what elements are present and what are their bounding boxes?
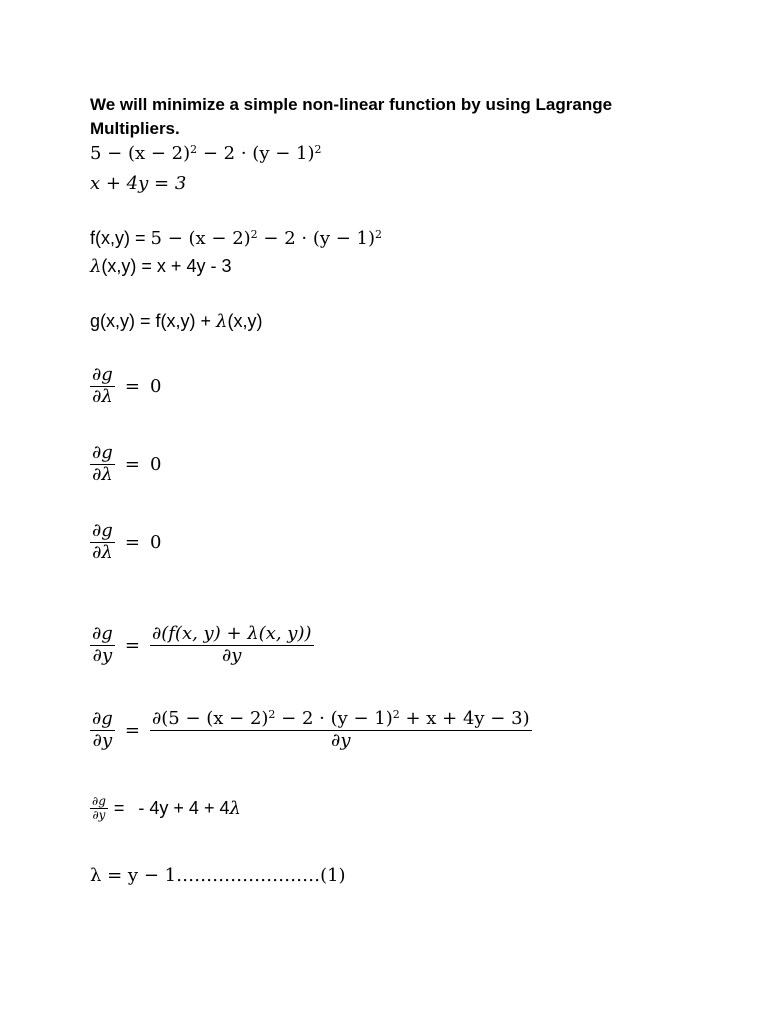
dg-dy-rhs-lambda-3: λ: [229, 798, 241, 820]
rhs-exponent-b: 2: [392, 708, 400, 721]
partial-fraction-3: [90, 521, 115, 563]
partial-denominator-2: ∂λ: [92, 463, 113, 485]
g-definition-tail: (x,y): [227, 311, 263, 331]
rhs-part-c: + x + 4y − 3): [399, 708, 530, 729]
dg-dy-rhs-fraction-1: [150, 624, 314, 666]
objective-function: [90, 145, 322, 163]
dg-dy-equation-3: [90, 795, 241, 822]
rhs-part-b: − 2 · (y − 1): [275, 708, 393, 729]
dg-dy-numerator-2: ∂g: [92, 708, 113, 729]
dg-dy-denominator-2: ∂y: [92, 729, 113, 751]
f-exponent-a: 2: [250, 228, 258, 241]
dg-dy-rhs-numerator-2: [150, 709, 532, 730]
f-definition: [90, 229, 382, 248]
partial-numerator-3: ∂g: [92, 520, 113, 541]
partial-rhs-2: 0: [149, 453, 162, 475]
dg-dy-rhs-denominator-2: ∂y: [331, 729, 351, 751]
equals-sign: =: [124, 375, 140, 397]
dg-dy-denominator-1: ∂y: [92, 644, 113, 666]
partial-fraction-2: [90, 443, 115, 485]
equals-sign: =: [124, 531, 140, 553]
objective-exponent-b: 2: [314, 143, 322, 156]
lambda-definition: [90, 257, 231, 276]
dg-dy-denominator-3: ∂y: [92, 808, 106, 823]
dg-dy-numerator-3: ∂g: [92, 794, 106, 808]
dg-dy-equation-2: [90, 709, 532, 751]
equals-sign: =: [124, 719, 140, 741]
f-part-b: − 2 · (y − 1): [257, 228, 376, 249]
partial-equation-3: [90, 521, 161, 563]
dg-dy-rhs-denominator-1: ∂y: [221, 644, 242, 666]
constraint-equation: x + 4y = 3: [90, 173, 187, 194]
dg-dy-fraction-3: [90, 795, 108, 822]
f-part-a: 5 − (x − 2): [150, 228, 251, 249]
partial-denominator-3: ∂λ: [92, 541, 113, 563]
g-definition-text: g(x,y) = f(x,y) +: [90, 311, 217, 331]
f-label: f(x,y) =: [90, 228, 151, 248]
dg-dy-fraction-2: [90, 709, 115, 751]
partial-numerator-1: ∂g: [92, 364, 113, 385]
partial-equation-1: [90, 365, 161, 407]
document-heading: We will minimize a simple non-linear function by using Lagrange Multipliers.: [90, 95, 613, 138]
dg-dy-rhs-fraction-2: [150, 709, 532, 751]
rhs-exponent-a: 2: [268, 708, 276, 721]
equals-sign: =: [124, 634, 140, 656]
equals-sign: =: [113, 798, 125, 819]
f-exponent-b: 2: [375, 228, 383, 241]
lambda-definition-text: (x,y) = x + 4y - 3: [101, 256, 232, 276]
equals-sign: =: [124, 453, 140, 475]
objective-part-a: 5 − (x − 2): [90, 143, 191, 164]
partial-rhs-3: 0: [149, 531, 162, 553]
rhs-part-a: ∂(5 − (x − 2): [151, 708, 269, 729]
partial-fraction-1: [90, 365, 115, 407]
g-lambda-symbol: λ: [216, 311, 228, 332]
result-equation-1: λ = y − 1……………………(1): [90, 865, 346, 886]
objective-part-b: − 2 · (y − 1): [197, 143, 315, 164]
g-definition: [90, 312, 262, 331]
partial-rhs-1: 0: [149, 375, 162, 397]
partial-equation-2: [90, 443, 161, 485]
lambda-symbol: λ: [90, 256, 102, 277]
dg-dy-rhs-numerator-1: ∂(f(x, y) + λ(x, y)): [151, 623, 312, 644]
dg-dy-equation-1: [90, 624, 314, 666]
objective-exponent-a: 2: [190, 143, 198, 156]
dg-dy-numerator-1: ∂g: [92, 623, 113, 644]
dg-dy-fraction-1: [90, 624, 115, 666]
partial-numerator-2: ∂g: [92, 442, 113, 463]
dg-dy-rhs-text-3: - 4y + 4 + 4: [138, 798, 230, 819]
partial-denominator-1: ∂λ: [92, 385, 113, 407]
